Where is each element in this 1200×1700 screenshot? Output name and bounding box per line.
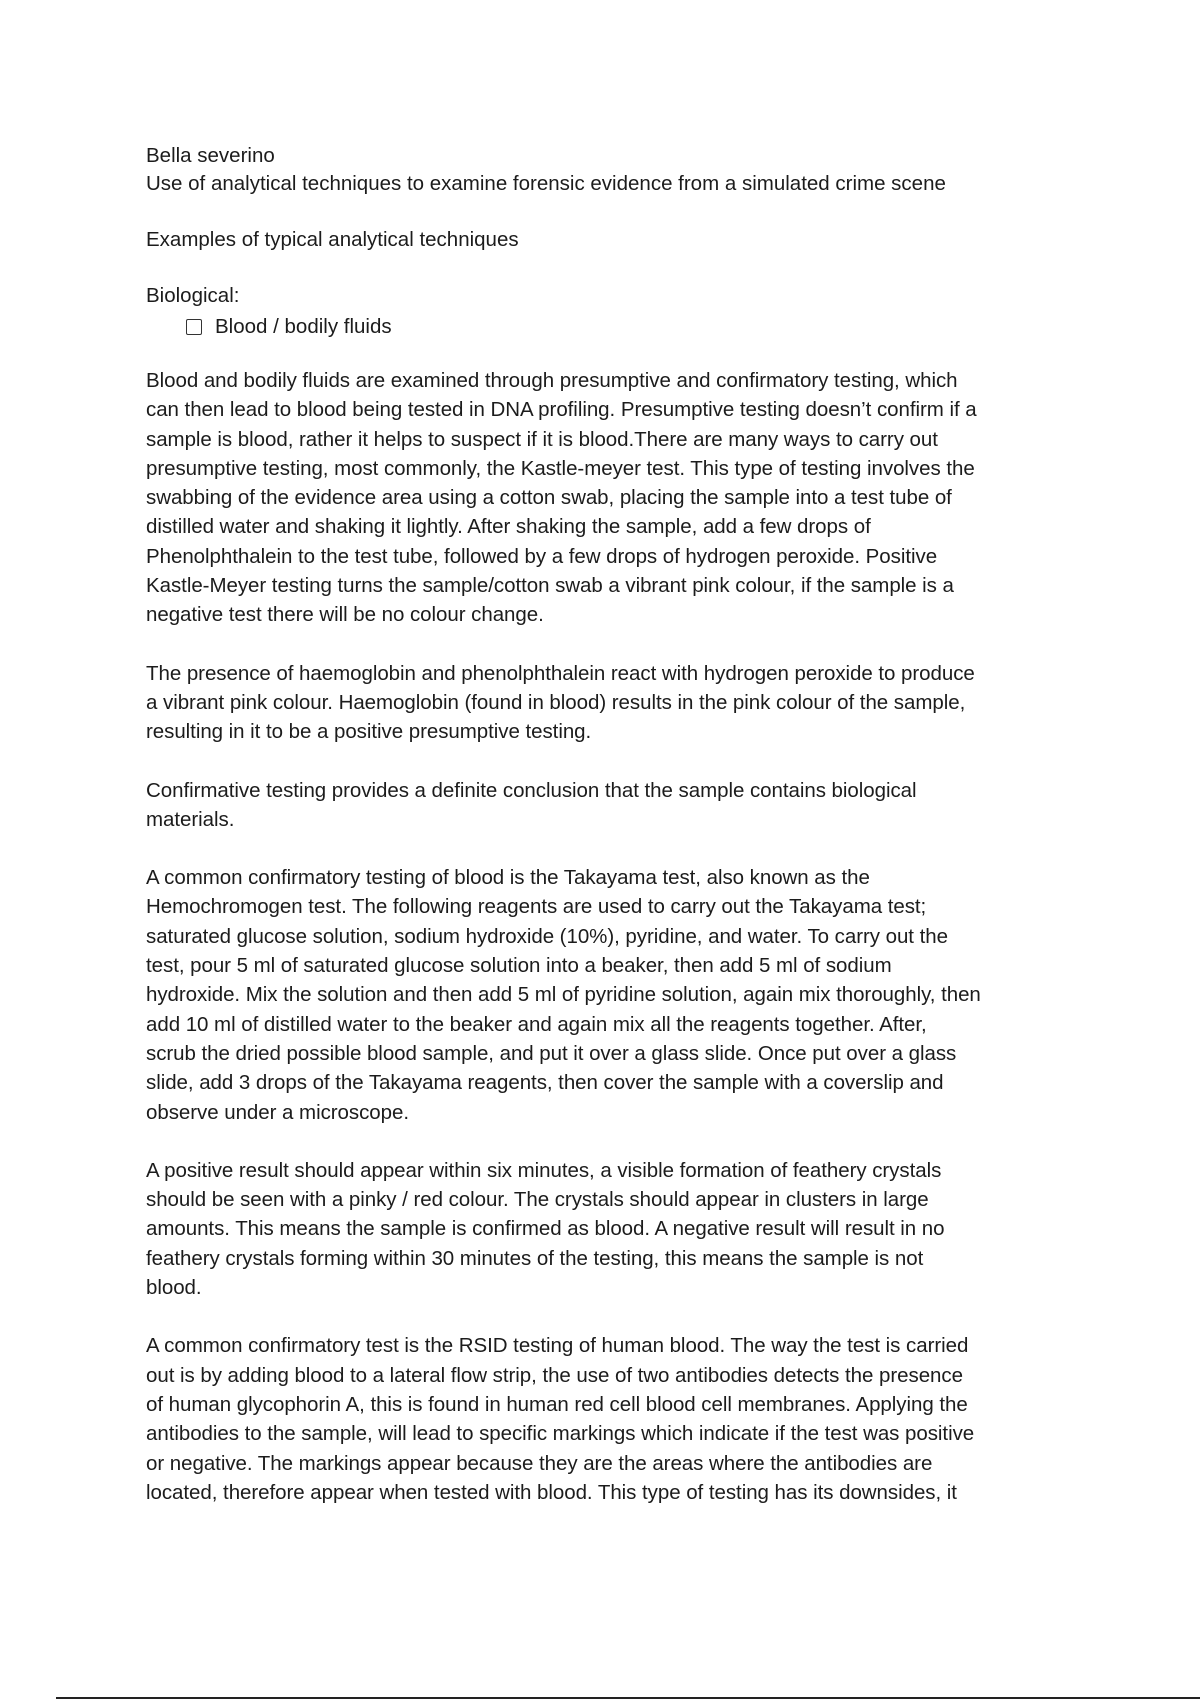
paragraph-line: Kastle-Meyer testing turns the sample/cotton swab a vibrant pink colour, if the sample is a	[146, 574, 954, 598]
spacer	[146, 834, 1066, 863]
checklist-item-label: Blood / bodily fluids	[215, 315, 392, 338]
paragraph-line: The presence of haemoglobin and phenolphthalein react with hydrogen peroxide to produce	[146, 661, 975, 685]
checkbox-icon[interactable]	[186, 319, 202, 335]
paragraph-line: sample is blood, rather it helps to suspect if it is blood.There are many ways to carry out	[146, 427, 938, 451]
paragraph-line: presumptive testing, most commonly, the Kastle-meyer test. This type of testing involves the	[146, 456, 975, 480]
paragraph-line: blood.	[146, 1276, 202, 1300]
paragraph-line: Phenolphthalein to the test tube, followed by a few drops of hydrogen peroxide. Positive	[146, 544, 938, 568]
paragraph-line: slide, add 3 drops of the Takayama reagents, then cover the sample with a coverslip and	[146, 1071, 944, 1095]
spacer	[146, 1302, 1066, 1331]
paragraph-line: located, therefore appear when tested with blood. This type of testing has its downsides, it	[146, 1480, 957, 1504]
paragraph	[146, 1331, 1066, 1507]
paragraph-line: or negative. The markings appear because they are the areas where the antibodies are	[146, 1451, 933, 1475]
paragraph-line: out is by adding blood to a lateral flow strip, the use of two antibodies detects the presence	[146, 1363, 963, 1387]
paragraph-line: feathery crystals forming within 30 minutes of the testing, this means the sample is not	[146, 1246, 924, 1270]
document-title: Use of analytical techniques to examine forensic evidence from a simulated crime scene	[146, 172, 946, 195]
paragraph-line: observe under a microscope.	[146, 1100, 410, 1124]
paragraph	[146, 863, 1066, 1127]
paragraph-line: A common confirmatory testing of blood is the Takayama test, also known as the	[146, 866, 870, 890]
paragraph	[146, 366, 1066, 630]
section-label: Biological:	[146, 284, 240, 307]
paragraph-line: should be seen with a pinky / red colour. The crystals should appear in clusters in large	[146, 1188, 929, 1212]
paragraph-line: scrub the dried possible blood sample, and put it over a glass slide. Once put over a glass	[146, 1041, 957, 1065]
spacer	[146, 344, 1066, 366]
paragraph-line: resulting in it to be a positive presumptive testing.	[146, 720, 592, 744]
paragraph-line: Hemochromogen test. The following reagents are used to carry out the Takayama test;	[146, 895, 927, 919]
author-name: Bella severino	[146, 144, 275, 167]
paragraph-line: of human glycophorin A, this is found in human red cell blood cell membranes. Applying the	[146, 1392, 968, 1416]
spacer	[146, 198, 1066, 226]
spacer	[146, 1127, 1066, 1156]
paragraph-line: swabbing of the evidence area using a cotton swab, placing the sample into a test tube of	[146, 486, 952, 510]
paragraph-line: saturated glucose solution, sodium hydroxide (10%), pyridine, and water. To carry out the	[146, 924, 948, 948]
spacer	[146, 630, 1066, 659]
paragraph	[146, 659, 1066, 747]
paragraph	[146, 776, 1066, 835]
paragraph-line: add 10 ml of distilled water to the beaker and again mix all the reagents together. After,	[146, 1012, 927, 1036]
paragraph-line: A common confirmatory test is the RSID testing of human blood. The way the test is carried	[146, 1334, 969, 1358]
subheading: Examples of typical analytical techniques	[146, 228, 519, 251]
paragraph-line: negative test there will be no colour change.	[146, 603, 544, 627]
paragraph-line: A positive result should appear within six minutes, a visible formation of feathery crystals	[146, 1158, 942, 1182]
paragraph-line: a vibrant pink colour. Haemoglobin (found in blood) results in the pink colour of the sample,	[146, 690, 966, 714]
spacer	[146, 254, 1066, 282]
paragraph-line: antibodies to the sample, will lead to specific markings which indicate if the test was positive	[146, 1422, 975, 1446]
spacer	[146, 747, 1066, 776]
paragraph-line: hydroxide. Mix the solution and then add 5 ml of pyridine solution, again mix thoroughly, then	[146, 983, 981, 1007]
paragraph-line: distilled water and shaking it lightly. After shaking the sample, add a few drops of	[146, 515, 871, 539]
paragraph-line: materials.	[146, 807, 235, 831]
paragraph-line: can then lead to blood being tested in DNA profiling. Presumptive testing doesn’t confirm if a	[146, 398, 977, 422]
paragraph-line: test, pour 5 ml of saturated glucose solution into a beaker, then add 5 ml of sodium	[146, 954, 892, 978]
paragraph-line: Blood and bodily fluids are examined through presumptive and confirmatory testing, which	[146, 369, 958, 392]
paragraph	[146, 1156, 1066, 1302]
document-page	[146, 142, 1066, 1507]
paragraph-line: Confirmative testing provides a definite conclusion that the sample contains biological	[146, 778, 917, 802]
paragraph-line: amounts. This means the sample is confirmed as blood. A negative result will result in no	[146, 1217, 945, 1241]
page-divider	[56, 1697, 1200, 1699]
checklist-item[interactable]	[186, 310, 1066, 344]
